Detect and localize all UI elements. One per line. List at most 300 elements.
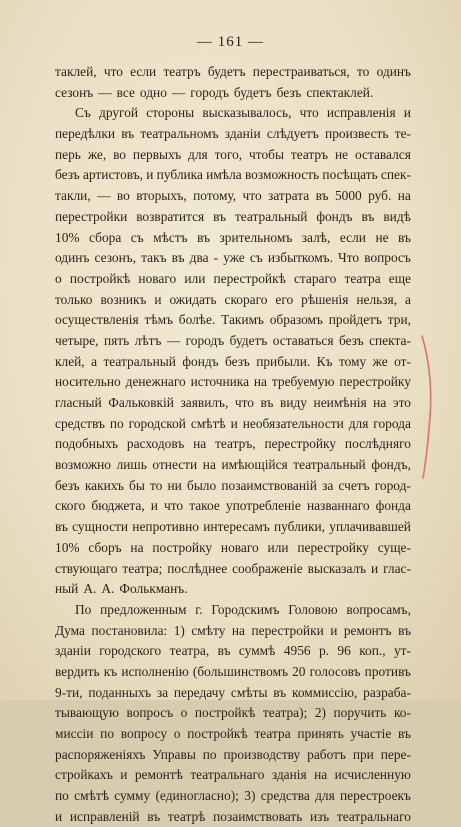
word: (большинствомъ xyxy=(192,663,288,679)
word: за xyxy=(322,477,334,493)
word: нельзя, xyxy=(356,291,398,307)
text-line xyxy=(55,724,411,745)
word: съ xyxy=(130,229,144,245)
word: театральнаго xyxy=(190,767,265,783)
word: городской xyxy=(128,415,186,431)
word: вердить xyxy=(55,663,100,679)
word: театрѣ xyxy=(167,808,206,824)
word: ни xyxy=(167,477,182,493)
word: залѣ, xyxy=(301,229,331,245)
text-line xyxy=(55,103,411,124)
word: о xyxy=(55,270,62,286)
word: постройкѣ xyxy=(69,270,131,286)
text-line xyxy=(55,765,411,786)
word: возвратится xyxy=(136,208,205,224)
word: Городскимъ xyxy=(211,601,280,617)
word: въ xyxy=(273,684,287,700)
body-text xyxy=(55,62,411,827)
word: спектаклей. xyxy=(306,84,374,100)
word: было xyxy=(187,477,217,493)
text-line xyxy=(55,476,411,497)
word: оставаться xyxy=(272,332,334,348)
word: театръ, xyxy=(215,436,256,452)
word: два xyxy=(189,250,209,266)
word: театра); xyxy=(262,705,308,721)
word: къ xyxy=(103,663,118,679)
word: ко- xyxy=(393,705,411,721)
word: будетъ xyxy=(229,332,268,348)
word: спек- xyxy=(380,167,411,183)
word: уже xyxy=(223,250,245,266)
text-line xyxy=(55,641,411,662)
word: чтобы xyxy=(249,146,284,162)
word: исправленія xyxy=(326,105,396,121)
word: А. xyxy=(83,581,97,597)
word: клей, xyxy=(55,353,85,369)
word: производству xyxy=(223,746,301,762)
word: употребленіе xyxy=(225,498,301,514)
word: за xyxy=(156,684,169,700)
word: театра xyxy=(254,726,291,741)
word: По xyxy=(75,601,92,617)
word: осуществленія xyxy=(55,312,139,328)
word: такое xyxy=(189,498,220,514)
word: на xyxy=(397,188,411,204)
word: сбора xyxy=(89,229,122,245)
word: вопросъ xyxy=(126,705,174,721)
word: публика xyxy=(156,167,203,183)
word: мѣстъ xyxy=(153,229,188,245)
word: слѣдуетъ xyxy=(266,126,319,142)
word: все xyxy=(116,84,135,100)
text-line xyxy=(55,207,411,228)
word: и xyxy=(330,622,338,638)
word: высказывалось, xyxy=(202,105,292,121)
word: пере- xyxy=(380,746,411,762)
word: г. xyxy=(195,601,203,617)
word: принять xyxy=(297,726,344,741)
word: фондъ, xyxy=(371,457,411,473)
word: въ xyxy=(361,208,375,224)
word: что xyxy=(299,105,319,121)
word: - xyxy=(213,250,219,266)
word: въ xyxy=(197,229,211,245)
text-line xyxy=(55,496,411,517)
text-line xyxy=(55,248,411,269)
word: 20 xyxy=(292,663,306,679)
word: заявилъ, xyxy=(180,395,229,410)
text-line xyxy=(55,83,411,104)
word: и xyxy=(371,560,379,576)
word: непротивно xyxy=(132,519,199,535)
word: видѣ xyxy=(383,208,411,224)
word: три, xyxy=(387,312,411,328)
word: въ xyxy=(398,726,411,741)
word: на xyxy=(202,457,216,473)
word: тывающую xyxy=(55,705,119,721)
word: носительно xyxy=(55,374,121,390)
word: вопросъ xyxy=(364,250,411,266)
word: не xyxy=(334,146,349,162)
word: публики, xyxy=(274,519,326,535)
margin-pencil-mark-drawing xyxy=(418,332,438,482)
word: перестройку xyxy=(339,374,411,390)
word: избыткомъ. xyxy=(267,250,333,266)
text-line xyxy=(55,393,411,414)
word: имѣющійся xyxy=(221,457,288,473)
word: четыре, xyxy=(55,332,99,348)
word: возможность xyxy=(244,167,320,183)
word: по xyxy=(202,746,217,762)
word: перестройкѣ xyxy=(213,270,286,286)
word: его xyxy=(275,291,294,307)
word: те- xyxy=(394,126,411,142)
word: театръ xyxy=(163,64,201,79)
word: городъ xyxy=(190,84,229,100)
text-line xyxy=(55,807,411,827)
word: перестраиваться, xyxy=(252,64,350,79)
word: участіе xyxy=(350,726,392,741)
margin-pencil-mark xyxy=(418,332,438,482)
word: въ xyxy=(398,622,411,638)
word: въ xyxy=(171,250,185,266)
text-line xyxy=(55,145,411,166)
text-line xyxy=(55,352,411,373)
text-line xyxy=(55,559,411,580)
word: пять xyxy=(103,332,130,348)
word: зданіи xyxy=(55,643,91,659)
word: Такимъ xyxy=(221,312,264,328)
word: гласный xyxy=(55,395,102,410)
word: Фолькманъ. xyxy=(119,581,188,597)
word: не xyxy=(375,229,389,245)
word: Что xyxy=(338,250,360,266)
word: город- xyxy=(374,477,411,493)
word: и xyxy=(120,767,128,783)
word: и xyxy=(55,808,63,824)
word: въ xyxy=(398,229,411,245)
word: Съ xyxy=(75,105,91,121)
word: смѣтѣ xyxy=(190,415,226,431)
word: 2) xyxy=(314,705,326,721)
word: скораго xyxy=(224,291,268,307)
word: — xyxy=(166,332,181,348)
text-line xyxy=(55,745,411,766)
word: еще xyxy=(388,270,411,286)
word: денежнаго xyxy=(125,374,186,390)
word: постройку xyxy=(152,539,213,555)
word: смѣту xyxy=(191,622,226,638)
word: въ xyxy=(121,126,135,142)
word: 5000 xyxy=(334,188,362,204)
word: а xyxy=(91,353,98,369)
text-line xyxy=(55,186,411,207)
word: лѣтъ xyxy=(134,332,162,348)
word: что xyxy=(164,498,184,514)
word: поручить xyxy=(333,705,387,721)
word: ожидать xyxy=(169,291,217,307)
text-line xyxy=(55,124,411,145)
word: 3) xyxy=(244,788,256,804)
text-line xyxy=(55,165,411,186)
word: только xyxy=(55,291,93,307)
word: или xyxy=(184,270,206,286)
word: театральный xyxy=(293,457,366,473)
text-line xyxy=(55,455,411,476)
word: что xyxy=(242,188,262,204)
word: суммѣ xyxy=(238,643,276,659)
word: въ xyxy=(260,395,274,410)
word: голосовъ xyxy=(309,663,361,679)
text-line xyxy=(55,434,411,455)
word: ный xyxy=(55,581,79,597)
word: 10% xyxy=(55,229,80,245)
word: о xyxy=(173,726,181,741)
word: противъ xyxy=(364,663,411,679)
word: театральный xyxy=(234,208,308,224)
text-line xyxy=(55,414,411,435)
word: (единогласно); xyxy=(155,788,239,804)
word: Головою xyxy=(288,601,338,617)
word: ут- xyxy=(393,643,411,659)
text-line xyxy=(55,62,411,83)
word: тѣмъ xyxy=(144,312,173,328)
word: безъ xyxy=(338,332,364,348)
text-line xyxy=(55,517,411,538)
word: посѣщать xyxy=(322,167,378,183)
word: съ xyxy=(249,250,263,266)
word: въ xyxy=(147,808,161,824)
word: одинъ xyxy=(55,250,90,266)
word: требуемую xyxy=(271,374,335,390)
word: вторыхъ, xyxy=(136,188,187,204)
word: бюджета, xyxy=(91,498,145,514)
word: театральный xyxy=(103,353,176,369)
word: вопросамъ, xyxy=(346,601,411,617)
word: позаимствовать xyxy=(213,808,303,824)
word: театра, xyxy=(169,643,210,659)
word: на xyxy=(193,436,207,452)
word: фондъ xyxy=(316,208,353,224)
word: театра xyxy=(344,270,381,286)
word: вопросу xyxy=(120,726,168,741)
text-line xyxy=(55,600,411,621)
word: постройкѣ xyxy=(194,705,256,721)
word: послѣднее xyxy=(167,560,228,576)
word: это xyxy=(392,395,411,410)
word: то xyxy=(150,477,163,493)
word: расходовъ xyxy=(126,436,185,452)
word: на xyxy=(373,395,387,410)
word: для xyxy=(348,415,369,431)
word: лишь xyxy=(116,457,147,473)
word: по xyxy=(55,788,69,804)
word: перестроекъ xyxy=(340,788,411,804)
word: безъ xyxy=(276,84,302,100)
word: 10% xyxy=(55,539,80,555)
word: спекта- xyxy=(369,332,411,348)
word: на xyxy=(231,622,245,638)
word: одно xyxy=(139,84,167,100)
word: потому, xyxy=(193,188,237,204)
word: образомъ xyxy=(269,312,323,328)
word: возникъ xyxy=(100,291,147,307)
word: средствъ xyxy=(55,415,105,431)
word: высказалъ xyxy=(307,560,367,576)
word: будетъ xyxy=(233,84,272,100)
word: затрата xyxy=(268,188,310,204)
word: перь xyxy=(55,146,81,162)
word: если xyxy=(339,229,366,245)
text-line xyxy=(55,228,411,249)
word: перестройки xyxy=(55,208,128,224)
word: соображеніе xyxy=(232,560,303,576)
word: въ xyxy=(315,188,329,204)
word: то xyxy=(357,64,370,79)
word: глас- xyxy=(383,560,411,576)
word: отнести xyxy=(152,457,198,473)
word: поданныхъ xyxy=(88,684,152,700)
word: А. xyxy=(101,581,115,597)
word: безъ xyxy=(55,477,80,493)
word: передачу xyxy=(173,684,226,700)
word: новаго xyxy=(138,270,177,286)
word: Фальковкій xyxy=(108,395,174,410)
word: руб. xyxy=(368,188,392,204)
word: городъ xyxy=(185,332,225,348)
word: неимѣнія xyxy=(313,395,367,410)
word: суще- xyxy=(377,539,411,555)
word: сумму xyxy=(114,788,151,804)
word: произвесть xyxy=(325,126,389,142)
text-line xyxy=(55,683,411,704)
word: театра; xyxy=(122,560,163,576)
text-line xyxy=(55,786,411,807)
word: во xyxy=(116,188,130,204)
word: во xyxy=(113,146,127,162)
word: такли, xyxy=(55,188,91,204)
word: миссіи xyxy=(55,726,94,741)
text-line xyxy=(55,372,411,393)
word: при xyxy=(352,746,374,762)
text-line xyxy=(55,290,411,311)
word: театръ xyxy=(290,146,329,162)
word: или xyxy=(267,539,289,555)
word: передѣлки xyxy=(55,126,116,142)
word: о xyxy=(180,705,188,721)
word: на xyxy=(253,374,268,390)
word: распоряженіяхъ xyxy=(55,746,146,762)
word: коп., xyxy=(359,643,386,659)
word: а xyxy=(404,291,411,307)
word: — xyxy=(171,84,186,100)
word: ствующаго xyxy=(55,560,118,576)
word: 96 xyxy=(337,643,351,659)
word: ремонтѣ xyxy=(134,767,183,783)
text-line xyxy=(55,538,411,559)
word: интересамъ xyxy=(203,519,270,535)
word: позаимствованій xyxy=(221,477,317,493)
word: что xyxy=(103,64,123,79)
word: въ xyxy=(55,519,68,535)
word: болѣе. xyxy=(178,312,216,328)
word: стараго xyxy=(293,270,337,286)
word: смѣтѣ xyxy=(74,788,109,804)
word: же, xyxy=(87,146,107,162)
word: если xyxy=(130,64,157,79)
word: и xyxy=(403,105,411,121)
word: Управы xyxy=(152,746,196,762)
word: зрительномъ xyxy=(219,229,293,245)
word: перестройку xyxy=(297,539,369,555)
word: исправленій xyxy=(69,808,140,824)
text-line xyxy=(55,662,411,683)
word: новаго xyxy=(220,539,259,555)
word: виду xyxy=(280,395,307,410)
text-line xyxy=(55,621,411,642)
word: же xyxy=(372,353,388,369)
word: счетъ xyxy=(338,477,370,493)
word: сезонъ xyxy=(55,84,94,100)
word: сборъ xyxy=(88,539,122,555)
word: ремонтъ xyxy=(343,622,392,638)
word: и xyxy=(230,415,238,431)
word: тому xyxy=(338,353,367,369)
word: стороны xyxy=(146,105,195,121)
word: разраба- xyxy=(363,684,411,700)
word: безъ xyxy=(225,353,250,369)
word: что xyxy=(234,395,254,410)
word: коммиссію, xyxy=(292,684,358,700)
word: первыхъ xyxy=(132,146,182,162)
word: стройкахъ xyxy=(55,767,113,783)
word: исполненію xyxy=(121,663,189,679)
word: сезонъ, xyxy=(94,250,137,266)
word: постановила: xyxy=(91,622,168,638)
word: перестройки xyxy=(251,622,324,638)
word: названнаго xyxy=(306,498,370,514)
word: исчисленную xyxy=(334,767,411,783)
word: перестройку xyxy=(264,436,337,452)
word: по xyxy=(100,726,115,741)
word: другой xyxy=(99,105,139,121)
word: какихъ xyxy=(84,477,124,493)
word: безъ xyxy=(55,167,80,183)
word: на xyxy=(314,767,328,783)
word: на xyxy=(130,539,144,555)
word: фонда xyxy=(375,498,411,514)
word: театральномъ xyxy=(140,126,219,142)
word: смѣты xyxy=(230,684,268,700)
word: уплачивавшей xyxy=(329,519,411,535)
word: въ xyxy=(213,208,227,224)
text-line xyxy=(55,579,411,600)
word: театральнаго xyxy=(336,808,411,824)
word: таклей, xyxy=(55,64,97,79)
word: постройкѣ xyxy=(187,726,248,741)
word: будетъ xyxy=(207,64,246,79)
word: того, xyxy=(214,146,243,162)
word: ского xyxy=(55,498,86,514)
word: прибыли. xyxy=(256,353,311,369)
word: предложенным xyxy=(100,601,187,617)
word: послѣдняго xyxy=(344,436,411,452)
word: оставался xyxy=(354,146,411,162)
word: — xyxy=(98,84,112,100)
word: необязательности xyxy=(242,415,344,431)
word: зданія xyxy=(271,767,307,783)
page-number: — 161 — xyxy=(197,34,264,50)
